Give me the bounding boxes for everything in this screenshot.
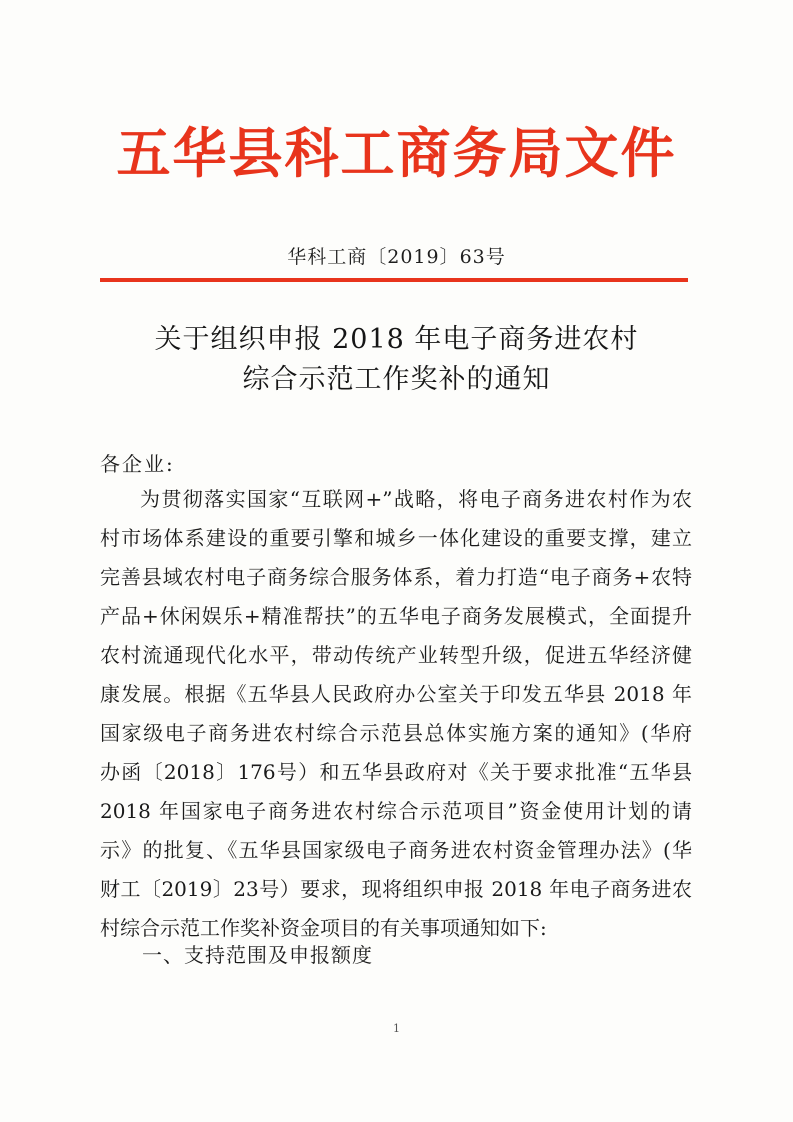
body-line: 产品+休闲娱乐+精准帮扶”的五华电子商务发展模式，全面提升	[100, 604, 692, 628]
document-number: 华科工商〔2019〕63号	[287, 246, 506, 268]
body-line: 完善县域农村电子商务综合服务体系，着力打造“电子商务+农特	[100, 565, 692, 589]
page-number: 1	[393, 1022, 400, 1035]
body-line: 农村流通现代化水平，带动传统产业转型升级，促进五华经济健	[100, 643, 692, 667]
agency-header-title: 五华县科工商务局文件	[116, 121, 677, 185]
notice-title	[0, 320, 793, 400]
body-line: 示》的批复、《五华县国家级电子商务进农村资金管理办法》(华	[100, 838, 692, 862]
notice-title-line-2: 综合示范工作奖补的通知	[242, 364, 551, 395]
body-line: 国家级电子商务进农村综合示范县总体实施方案的通知》(华府	[100, 721, 692, 745]
body-line: 为贯彻落实国家“互联网+”战略，将电子商务进农村作为农	[140, 487, 692, 511]
section-heading: 一、支持范围及申报额度	[142, 943, 373, 967]
body-line: 办函〔2018〕176号）和五华县政府对《关于要求批准“五华县	[100, 760, 692, 784]
body-line: 村市场体系建设的重要引擎和城乡一体化建设的重要支撑，建立	[100, 526, 692, 550]
body-line: 2018 年国家电子商务进农村综合示范项目”资金使用计划的请	[100, 799, 692, 823]
red-divider-line	[100, 278, 688, 282]
body-line: 康发展。根据《五华县人民政府办公室关于印发五华县 2018 年	[100, 682, 692, 706]
body-line: 村综合示范工作奖补资金项目的有关事项通知如下:	[100, 916, 547, 940]
notice-title-line-1: 关于组织申报 2018 年电子商务进农村	[154, 324, 639, 355]
body-line: 财工〔2019〕23号）要求，现将组织申报 2018 年电子商务进农	[100, 877, 692, 901]
body-paragraph	[100, 480, 692, 948]
salutation: 各企业:	[100, 452, 175, 476]
